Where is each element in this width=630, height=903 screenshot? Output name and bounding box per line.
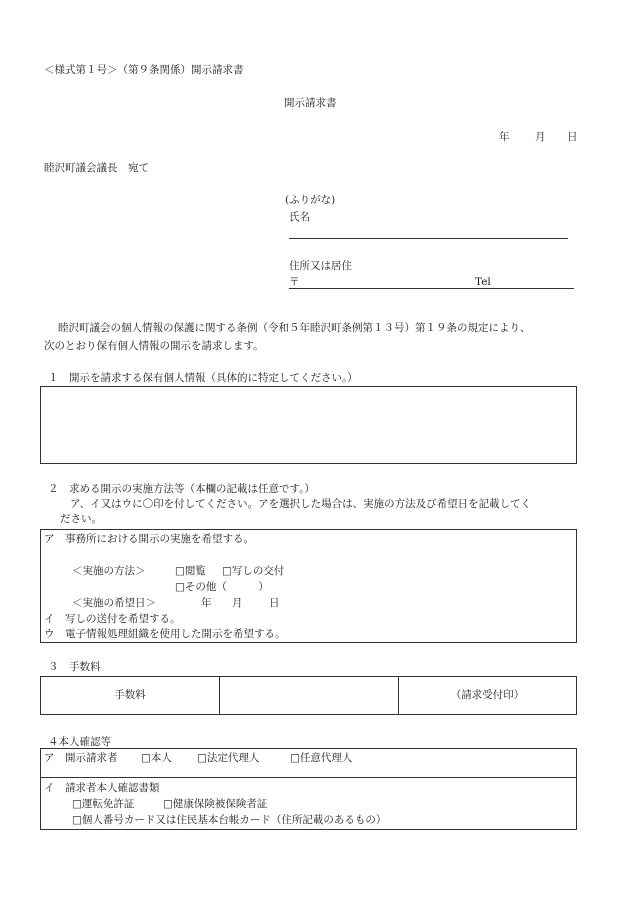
self-checkbox[interactable]: □本人 — [141, 752, 172, 764]
desired-date-label: ＜実施の希望日＞ — [72, 597, 156, 609]
document-title: 開示請求書 — [284, 97, 337, 109]
option-i: イ 写しの送付を希望する。 — [44, 613, 181, 625]
date-day-label: 日 — [567, 131, 578, 143]
drivers-license-checkbox[interactable]: □運転免許証 — [72, 798, 135, 810]
tel-label: Tel — [475, 276, 491, 288]
section-2-note-line-1: ア、イ又はウに〇印を付してください。アを選択した場合は、実施の方法及び希望日を記載してく — [70, 498, 532, 510]
receipt-stamp-label: （請求受付印） — [450, 688, 525, 701]
furigana-label: (ふりがな) — [285, 194, 336, 206]
fee-amount-cell[interactable] — [220, 676, 398, 714]
requested-info-field[interactable] — [45, 391, 572, 459]
date-month-label: 月 — [535, 131, 546, 143]
name-field[interactable] — [330, 210, 565, 234]
section-4-heading: ４本人確認等 — [48, 736, 111, 748]
method-copy-checkbox[interactable]: □写しの交付 — [222, 565, 285, 577]
address-underline — [289, 288, 574, 289]
option-u: ウ 電子情報処理組織を使用した開示を希望する。 — [44, 628, 286, 640]
identity-check-divider — [40, 777, 577, 778]
section-2-note-line-2: ださい。 — [60, 513, 102, 525]
desired-date-month: 月 — [232, 597, 243, 609]
address-label: 住所又は居住 — [289, 260, 352, 272]
method-label: ＜実施の方法＞ — [72, 565, 146, 577]
tel-field[interactable] — [495, 275, 567, 287]
intro-line-1: 睦沢町議会の個人情報の保護に関する条例（令和５年睦沢町条例第１３号）第１９条の規定により、 — [58, 322, 531, 334]
fee-label: 手数料 — [114, 688, 146, 701]
section-3-heading: ３ 手数料 — [48, 661, 101, 673]
name-label: 氏名 — [289, 211, 310, 223]
id-documents-label: イ 請求者本人確認書類 — [44, 782, 160, 794]
desired-date-day: 日 — [269, 597, 280, 609]
intro-line-2: 次のとおり保有個人情報の開示を請求します。 — [44, 340, 264, 352]
method-view-checkbox[interactable]: □閲覧 — [175, 565, 206, 577]
requester-type-label: ア 開示請求者 — [44, 752, 118, 764]
addressee: 睦沢町議会議長 宛て — [44, 162, 149, 174]
voluntary-agent-checkbox[interactable]: □任意代理人 — [290, 752, 353, 764]
my-number-card-checkbox[interactable]: □個人番号カード又は住民基本台帳カード（住所記載のあるもの） — [72, 814, 387, 826]
postal-mark: 〒 — [289, 276, 300, 288]
name-underline — [289, 238, 568, 239]
legal-agent-checkbox[interactable]: □法定代理人 — [197, 752, 260, 764]
section-2-heading: ２ 求める開示の実施方法等（本欄の記載は任意です。） — [48, 483, 315, 495]
section-1-heading: １ 開示を請求する保有個人情報（具体的に特定してください。） — [48, 372, 358, 384]
option-a: ア 事務所における開示の実施を希望する。 — [44, 533, 254, 545]
date-year-label: 年 — [499, 131, 510, 143]
health-insurance-checkbox[interactable]: □健康保険被保険者証 — [163, 798, 268, 810]
address-field[interactable] — [302, 275, 470, 287]
method-other-checkbox[interactable]: □その他（ ） — [175, 581, 269, 593]
requested-info-box — [40, 386, 577, 464]
receipt-stamp-cell — [399, 676, 576, 714]
fee-label-cell — [41, 676, 219, 714]
form-label: ＜様式第１号＞（第９条関係）開示請求書 — [44, 64, 244, 76]
desired-date-year: 年 — [201, 597, 212, 609]
